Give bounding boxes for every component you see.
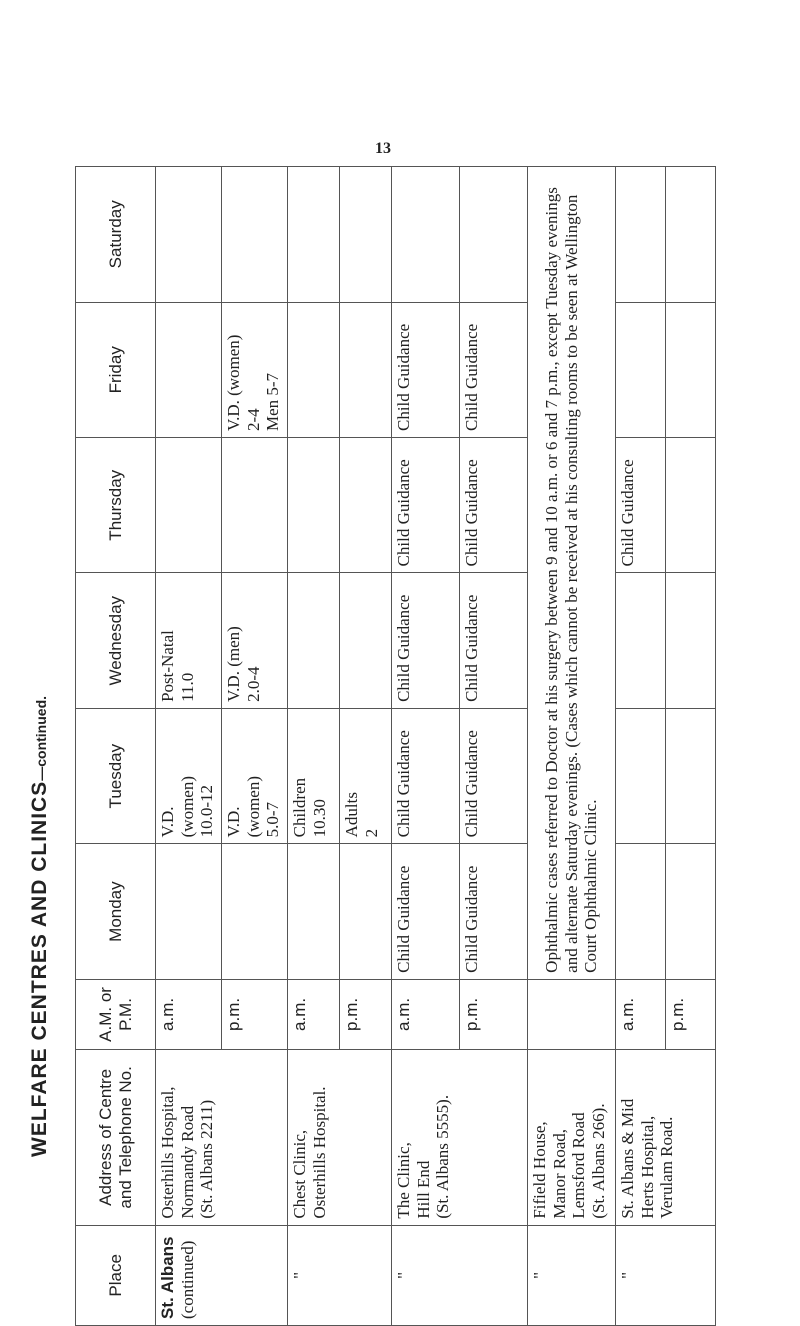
friday-cell [222,302,288,437]
saturday-cell [222,167,288,303]
monday-cell [616,844,666,979]
address-cell [156,1050,288,1226]
wednesday-cell [666,573,716,708]
friday-cell [616,302,666,437]
page-number: 13 [375,140,391,157]
table-row [288,167,340,1326]
address-cell [616,1050,716,1226]
tuesday-cell: Child Guidance [392,708,460,843]
friday-cell [666,302,716,437]
address-line: Osterhills Hospital. [309,1086,329,1219]
clinics-table [75,166,715,1326]
session-line: (women) [243,776,263,838]
tuesday-cell [340,708,392,843]
page-title-text: WELFARE CENTRES AND CLINICS [28,780,51,1157]
ampm-cell: p.m. [340,979,392,1049]
place-cell [156,1225,288,1325]
thursday-cell [340,438,392,573]
address-line: Fifield House, [530,1121,549,1219]
address-line: St. Albans & Mid [618,1098,637,1219]
address-line: (St. Albans 5555). [433,1094,453,1219]
session-line: Post-Natal [158,630,177,702]
table-row [392,167,460,1326]
address-line: Hill End [413,1160,433,1219]
header-ampm: A.M. or P.M. [76,979,156,1049]
thursday-cell: Child Guidance [392,438,460,573]
session-line: Men 5-7 [263,372,283,432]
session-line: 2-4 [243,408,263,432]
tuesday-cell: Child Guidance [460,708,528,843]
session-line: 11.0 [177,672,197,702]
address-cell [288,1050,392,1226]
ampm-cell [528,979,616,1049]
place-cell: " [616,1225,716,1325]
session-line: 2 [361,828,381,838]
table-row [156,167,222,1326]
tuesday-cell [222,708,288,843]
ampm-cell: a.m. [288,979,340,1049]
address-line: Herts Hospital, [637,1115,657,1219]
thursday-cell [288,438,340,573]
address-line: Chest Clinic, [290,1129,309,1219]
address-line: (St. Albans 2211) [197,1099,217,1219]
ampm-cell: a.m. [156,979,222,1049]
monday-cell [340,844,392,979]
thursday-cell: Child Guidance [616,438,666,573]
saturday-cell [666,167,716,303]
session-line: V.D. (women) [224,334,243,432]
wednesday-cell [156,573,222,708]
address-cell [528,1050,616,1226]
saturday-cell [340,167,392,303]
address-line: Lemsford Road [569,1112,589,1219]
address-line: Verulam Road. [657,1116,677,1219]
saturday-cell [288,167,340,303]
address-line: Normandy Road [177,1105,197,1219]
monday-cell [156,844,222,979]
session-line: 2.0-4 [243,666,263,702]
monday-cell [666,844,716,979]
header-monday: Monday [76,844,156,979]
address-line: Osterhills Hospital, [158,1086,177,1219]
monday-cell [288,844,340,979]
page-title [28,696,52,1157]
wednesday-cell [288,573,340,708]
session-line: (women) [177,776,197,838]
tuesday-cell [666,708,716,843]
header-row [76,167,156,1326]
place-cell: " [288,1225,392,1325]
friday-cell [288,302,340,437]
wednesday-cell [222,573,288,708]
session-line: Adults [342,792,361,838]
place-note: (continued) [177,1240,197,1319]
session-line: Children [290,777,309,838]
thursday-cell: Child Guidance [460,438,528,573]
address-line: (St. Albans 266). [588,1103,608,1219]
session-line: 5.0-7 [263,801,283,838]
monday-cell: Child Guidance [460,844,528,979]
friday-cell [340,302,392,437]
place-name: St. Albans [158,1236,177,1319]
header-thursday: Thursday [76,438,156,573]
wednesday-cell [616,573,666,708]
session-line: V.D. [224,806,243,838]
ophthalmic-note: Ophthalmic cases referred to Doctor at his surgery between 9 and 10 a.m. or 6 and 7 p.m., except Tuesday evenings and alternate Saturday evenings. (Cases which cannot be received at his consulting rooms to be seen at Wellington Court Ophthalmic Clinic. [528,167,616,980]
monday-cell: Child Guidance [392,844,460,979]
ampm-cell: a.m. [392,979,460,1049]
header-place: Place [76,1225,156,1325]
header-saturday: Saturday [76,167,156,303]
wednesday-cell [340,573,392,708]
session-line: 10.30 [309,799,329,838]
ampm-cell: p.m. [666,979,716,1049]
address-line: Manor Road, [549,1128,569,1219]
header-address: Address of Centre and Telephone No. [76,1050,156,1226]
saturday-cell [156,167,222,303]
tuesday-cell [616,708,666,843]
page-title-suffix: —continued. [33,695,49,781]
thursday-cell [156,438,222,573]
friday-cell [156,302,222,437]
session-line: V.D. [158,806,177,838]
wednesday-cell: Child Guidance [392,573,460,708]
saturday-cell [392,167,460,303]
friday-cell: Child Guidance [460,302,528,437]
place-cell: " [528,1225,616,1325]
ampm-cell: p.m. [460,979,528,1049]
friday-cell: Child Guidance [392,302,460,437]
ampm-cell: p.m. [222,979,288,1049]
table-row [616,167,666,1326]
saturday-cell [616,167,666,303]
wednesday-cell: Child Guidance [460,573,528,708]
header-wednesday: Wednesday [76,573,156,708]
saturday-cell [460,167,528,303]
table-row [528,167,616,1326]
session-line: 10.0-12 [197,784,217,838]
header-friday: Friday [76,302,156,437]
tuesday-cell [156,708,222,843]
address-line: The Clinic, [394,1142,413,1219]
thursday-cell [222,438,288,573]
session-line: V.D. (men) [224,626,243,702]
thursday-cell [666,438,716,573]
ampm-cell: a.m. [616,979,666,1049]
monday-cell [222,844,288,979]
place-cell: " [392,1225,528,1325]
header-tuesday: Tuesday [76,708,156,843]
tuesday-cell [288,708,340,843]
address-cell [392,1050,528,1226]
